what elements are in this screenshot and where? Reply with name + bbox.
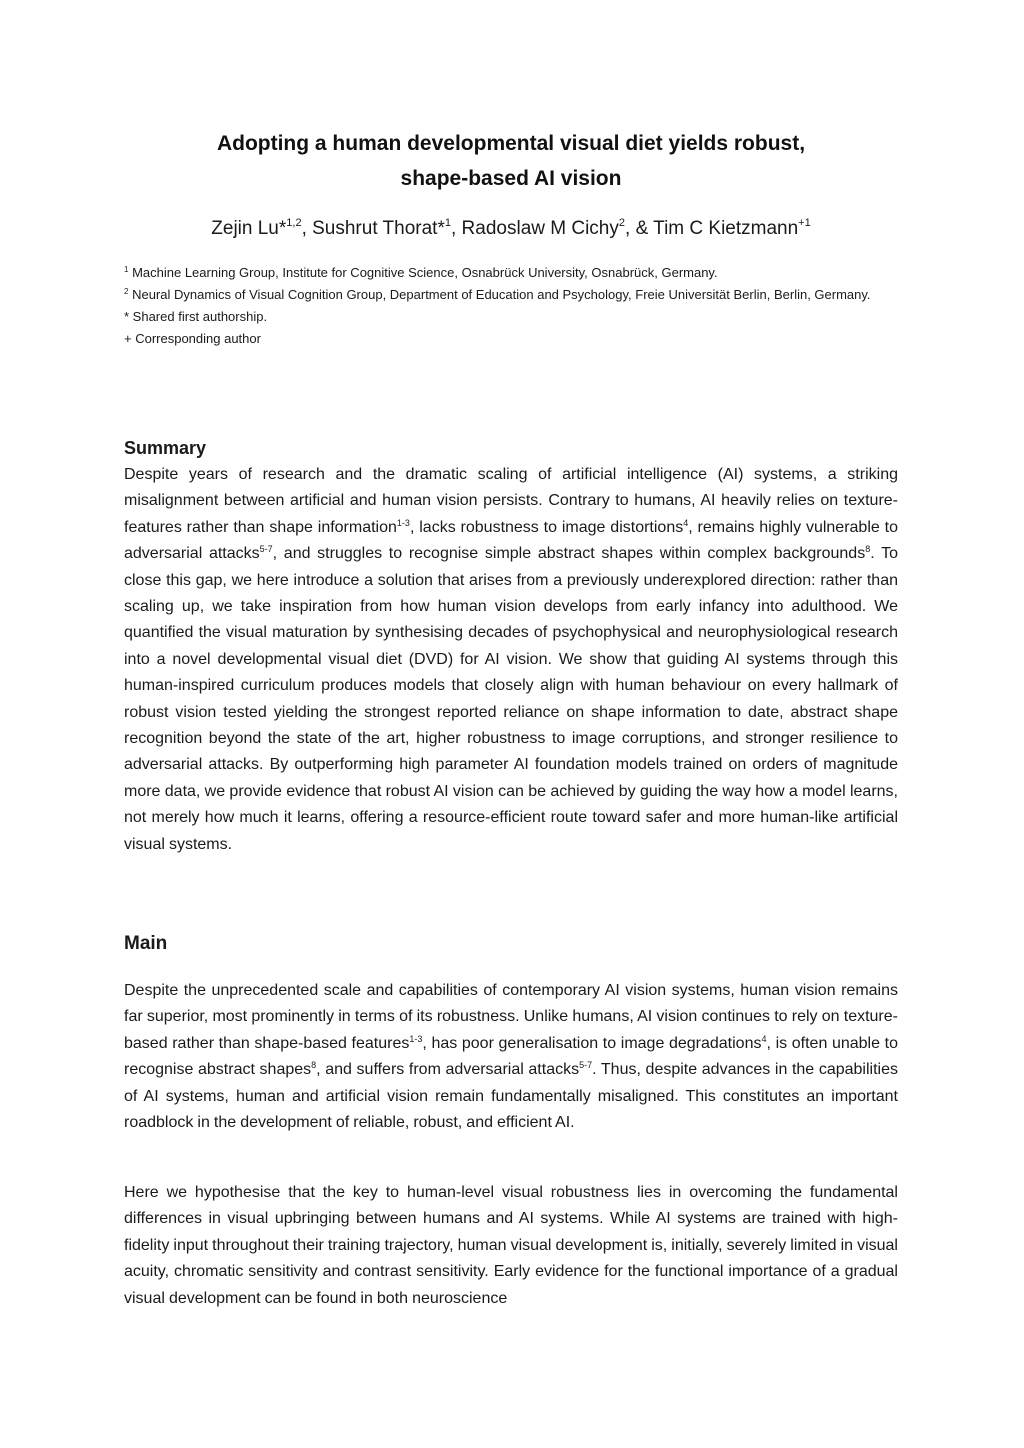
author-affiliation-mark: 2 [618,217,625,229]
citation: 5-7 [579,1060,593,1071]
note-shared-first: * Shared first authorship. [124,309,268,324]
main-paragraph-2: Here we hypothesise that the key to human-level visual robustness lies in overcoming the fundamental differences in visual upbringing between humans and AI systems. While AI systems are trained with high-fidelity input throughout their training trajectory, human visual development is, initially, severely limited in visual acuity, chromatic sensitivity and contrast sensitivity. Early evidence for the functional importance of a gradual visual development can be found in both neuroscience [124,1184,898,1307]
title-line-1: Adopting a human developmental visual diet yields robust, [216,132,806,155]
affiliations [124,262,898,350]
author-name: & Tim C Kietzmann [635,218,799,239]
affiliation-mark: 1 [124,265,129,274]
main-heading: Main [124,933,168,954]
summary-text: Despite years of research and the dramatic scaling of artificial intelligence (AI) systems, a striking misalignment between artificial and human vision persists. Contrary to humans, AI heavily relies on texture-features rather than shape information [124,466,898,536]
main-text: . Thus, despite advances in the capabilities of AI systems, human and artificial vision remain fundamentally misaligned. This constitutes an important roadblock in the development of reliable, robust, and efficient AI. [124,1061,898,1132]
citation: 1-3 [396,517,410,528]
affiliation-1 [124,262,898,284]
summary-text: , lacks robustness to image distortions [409,518,684,536]
author-affiliation-mark: 1,2 [286,217,302,229]
affiliation-text: Neural Dynamics of Visual Cognition Group, Department of Education and Psychology, Freie Universität Berlin, Berlin, Germany. [132,287,871,302]
author-name: Sushrut Thorat* [312,218,445,239]
author-name: Zejin Lu* [211,218,287,239]
author-separator: , [450,218,462,239]
citation: 1-3 [409,1033,423,1044]
author-affiliation-mark: +1 [798,217,811,229]
citation: 8 [311,1060,317,1071]
citation: 4 [683,517,689,528]
affiliation-text: Machine Learning Group, Institute for Cognitive Science, Osnabrück University, Osnabrück, Germany. [132,265,718,280]
main-text: Despite the unprecedented scale and capabilities of contemporary AI vision systems, human vision remains far superior, most prominently in terms of its robustness. Unlike humans, AI vision continues to rely on texture-based rather than shape-based features [124,982,898,1052]
summary-text: , and struggles to recognise simple abstract shapes within complex backgrounds [272,545,866,563]
author-list [124,214,898,244]
summary-paragraph [124,462,898,858]
author-separator: , [301,218,313,239]
author-name: Radoslaw M Cichy [461,218,619,239]
author-affiliation-mark: 1 [444,217,451,229]
summary-text: . To close this gap, we here introduce a solution that arises from a previously underexplored direction: rather than scaling up, we take inspiration from how human vision develops from early infancy into adulthood. We quantified the visual maturation by synthesising decades of psychophysical and neurophysiological research into a novel developmental visual diet (DVD) for AI vision. We show that guiding AI systems through this human-inspired curriculum produces models that closely align with human behaviour on every hallmark of robust vision tested yielding the strongest reported reliance on shape information to date, abstract shape recognition beyond the state of the art, higher robustness to image corruptions, and stronger resilience to adversarial attacks. By outperforming high parameter AI foundation models trained on orders of magnitude more data, we provide evidence that robust AI vision can be achieved by guiding the way how a model learns, not merely how much it learns, offering a resource-efficient route toward safer and more human-like artificial visual systems. [124,545,898,853]
main-paragraph-1 [124,978,898,1136]
main-text: , is often unable to recognise abstract shapes [124,1034,898,1079]
affiliation-2 [124,284,898,306]
affiliation-mark: 2 [124,287,129,296]
citation: 4 [761,1033,767,1044]
paper-title [124,126,898,196]
note-corresponding: + Corresponding author [124,331,261,346]
main-text: , has poor generalisation to image degradations [422,1034,762,1052]
summary-heading: Summary [124,438,207,458]
title-line-2: shape-based AI vision [400,167,622,190]
main-text: , and suffers from adversarial attacks [316,1061,580,1079]
summary-text: , remains highly vulnerable to adversarial attacks [124,518,898,563]
author-separator: , [625,218,636,239]
citation: 5-7 [259,544,273,555]
citation: 8 [865,544,871,555]
